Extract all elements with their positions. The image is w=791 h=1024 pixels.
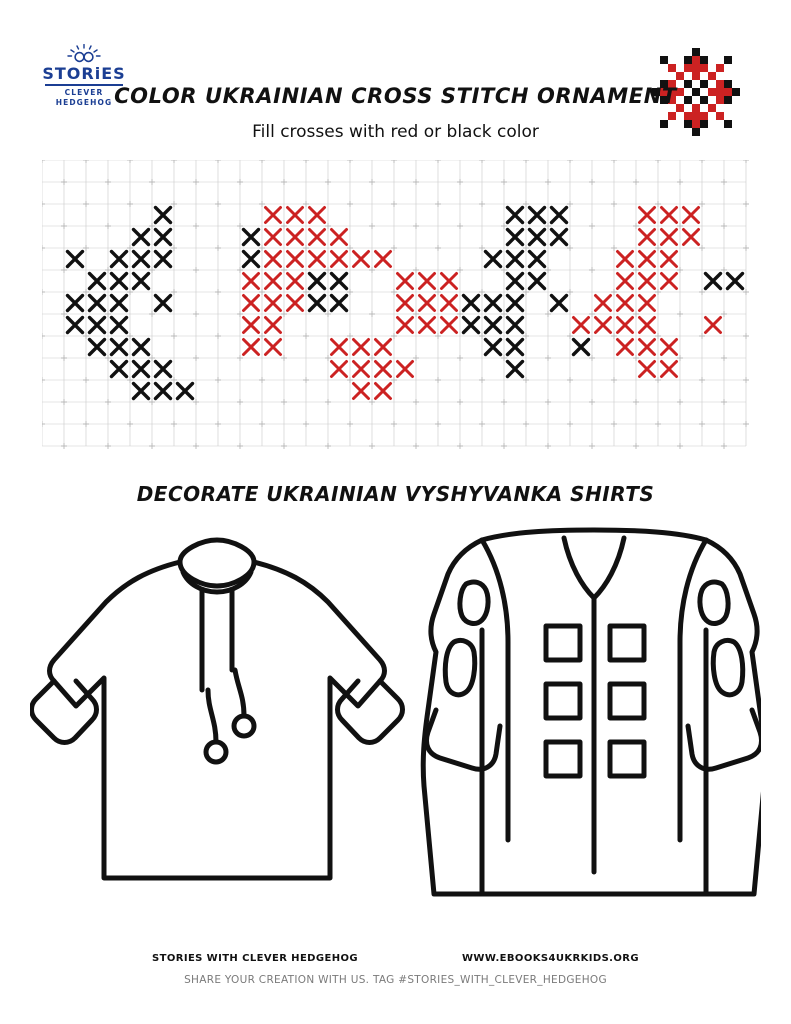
cross-stitch-cell bbox=[266, 340, 281, 355]
cross-stitch-cell bbox=[662, 230, 677, 245]
cross-stitch-cell bbox=[288, 252, 303, 267]
cross-stitch-cell bbox=[112, 274, 127, 289]
cross-stitch-cell bbox=[684, 208, 699, 223]
cross-stitch-cell bbox=[574, 318, 589, 333]
cross-stitch-cell bbox=[156, 252, 171, 267]
logo-brand-text: STORiES bbox=[42, 64, 126, 83]
shirts-illustrations bbox=[30, 510, 761, 930]
cross-stitch-cell bbox=[508, 296, 523, 311]
cross-stitch-cell bbox=[662, 208, 677, 223]
cross-stitch-cell bbox=[530, 208, 545, 223]
cross-stitch-cell bbox=[508, 208, 523, 223]
cross-stitch-cell bbox=[508, 340, 523, 355]
cross-stitch-cell bbox=[420, 274, 435, 289]
cross-stitch-cell bbox=[376, 252, 391, 267]
cross-stitch-cell bbox=[244, 296, 259, 311]
cross-stitch-cell bbox=[640, 208, 655, 223]
cross-stitch-cell bbox=[618, 252, 633, 267]
cross-stitch-cell bbox=[376, 362, 391, 377]
cross-stitch-cell bbox=[266, 318, 281, 333]
cross-stitch-cell bbox=[68, 296, 83, 311]
cross-stitch-cell bbox=[156, 384, 171, 399]
cross-stitch-cell bbox=[552, 230, 567, 245]
cross-stitch-cell bbox=[354, 384, 369, 399]
cross-stitch-cell bbox=[640, 252, 655, 267]
cross-stitch-cell bbox=[420, 296, 435, 311]
cross-stitch-cell bbox=[90, 318, 105, 333]
cross-stitch-cell bbox=[354, 362, 369, 377]
cross-stitch-cell bbox=[508, 318, 523, 333]
cross-stitch-cell bbox=[288, 274, 303, 289]
cross-stitch-cell bbox=[332, 362, 347, 377]
logo-line2: CLEVER bbox=[64, 88, 104, 97]
cross-stitch-cell bbox=[266, 296, 281, 311]
cross-stitch-cell bbox=[420, 318, 435, 333]
cross-stitch-cell bbox=[332, 296, 347, 311]
cross-stitch-cell bbox=[530, 230, 545, 245]
cross-stitch-cell bbox=[178, 384, 193, 399]
cross-stitch-cell bbox=[508, 252, 523, 267]
cross-stitch-cell bbox=[486, 296, 501, 311]
cross-stitch-cell bbox=[530, 252, 545, 267]
cross-stitch-cell bbox=[68, 318, 83, 333]
cross-stitch-cell bbox=[134, 384, 149, 399]
shirts-section-title: DECORATE UKRAINIAN VYSHYVANKA SHIRTS bbox=[136, 482, 655, 506]
cross-stitch-grid bbox=[42, 160, 750, 460]
cross-stitch-cell bbox=[156, 296, 171, 311]
cross-stitch-cell bbox=[90, 296, 105, 311]
sun-with-glasses-icon bbox=[63, 44, 105, 64]
cross-stitch-cell bbox=[398, 296, 413, 311]
cross-stitch-cell bbox=[134, 340, 149, 355]
cross-stitch-cell bbox=[508, 362, 523, 377]
page-subtitle: Fill crosses with red or black color bbox=[252, 122, 539, 142]
cross-stitch-cell bbox=[508, 274, 523, 289]
cross-stitch-cell bbox=[618, 318, 633, 333]
cross-stitch-cell bbox=[662, 274, 677, 289]
cross-stitch-cell bbox=[288, 230, 303, 245]
cross-stitch-cell bbox=[706, 318, 721, 333]
cross-stitch-cell bbox=[552, 296, 567, 311]
cross-stitch-cell bbox=[398, 362, 413, 377]
cross-stitch-cell bbox=[662, 252, 677, 267]
cross-stitch-cell bbox=[112, 340, 127, 355]
cross-stitch-cell bbox=[134, 230, 149, 245]
cross-stitch-cell bbox=[332, 340, 347, 355]
cross-stitch-cell bbox=[90, 274, 105, 289]
cross-stitch-cell bbox=[398, 274, 413, 289]
cross-stitch-cell bbox=[640, 362, 655, 377]
cross-stitch-cell bbox=[728, 274, 743, 289]
cross-stitch-cell bbox=[442, 274, 457, 289]
cross-stitch-cell bbox=[332, 274, 347, 289]
cross-stitch-cell bbox=[112, 296, 127, 311]
cross-stitch-cell bbox=[288, 208, 303, 223]
cross-stitch-cell bbox=[310, 230, 325, 245]
footer-tagline: SHARE YOUR CREATION WITH US. TAG #STORIES_WITH_CLEVER_HEDGEHOG bbox=[184, 974, 607, 986]
cross-stitch-cell bbox=[266, 230, 281, 245]
cross-stitch-cell bbox=[266, 252, 281, 267]
cross-stitch-cell bbox=[376, 340, 391, 355]
cross-stitch-cell bbox=[112, 318, 127, 333]
cross-stitch-cell bbox=[640, 274, 655, 289]
cross-stitch-cell bbox=[486, 340, 501, 355]
cross-stitch-cell bbox=[640, 296, 655, 311]
cross-stitch-cell bbox=[244, 230, 259, 245]
cross-stitch-cell bbox=[464, 296, 479, 311]
cross-stitch-cell bbox=[618, 296, 633, 311]
shirt-left-hooded bbox=[32, 540, 403, 878]
cross-stitch-cell bbox=[376, 384, 391, 399]
logo-line3: HEDGEHOG bbox=[55, 98, 113, 107]
cross-stitch-cell bbox=[618, 274, 633, 289]
cross-stitch-cell bbox=[464, 318, 479, 333]
cross-stitch-cell bbox=[662, 362, 677, 377]
cross-stitch-cell bbox=[134, 362, 149, 377]
footer bbox=[0, 953, 791, 986]
cross-stitch-cell bbox=[530, 274, 545, 289]
cross-stitch-cell bbox=[354, 252, 369, 267]
cross-stitch-cell bbox=[640, 318, 655, 333]
cross-stitch-cell bbox=[574, 340, 589, 355]
cross-stitch-cell bbox=[244, 318, 259, 333]
cross-stitch-cell bbox=[618, 340, 633, 355]
cross-stitch-cell bbox=[684, 230, 699, 245]
cross-stitch-cell bbox=[156, 230, 171, 245]
cross-stitch-cell bbox=[486, 252, 501, 267]
cross-stitch-cell bbox=[332, 252, 347, 267]
cross-stitch-cell bbox=[156, 208, 171, 223]
cross-stitch-cell bbox=[134, 252, 149, 267]
cross-stitch-cell bbox=[486, 318, 501, 333]
cross-stitch-cell bbox=[266, 274, 281, 289]
cross-stitch-cell bbox=[244, 252, 259, 267]
cross-stitch-cell bbox=[266, 208, 281, 223]
cross-stitch-cell bbox=[68, 252, 83, 267]
cross-stitch-cell bbox=[90, 340, 105, 355]
cross-stitch-cell bbox=[442, 318, 457, 333]
cross-stitch-cell bbox=[706, 274, 721, 289]
page-title: COLOR UKRAINIAN CROSS STITCH ORNAMENT bbox=[114, 84, 677, 108]
cross-stitch-cell bbox=[398, 318, 413, 333]
cross-stitch-cell bbox=[112, 362, 127, 377]
cross-stitch-cell bbox=[288, 296, 303, 311]
cross-stitch-cell bbox=[640, 230, 655, 245]
cross-stitch-cell bbox=[662, 340, 677, 355]
cross-stitch-cell bbox=[112, 252, 127, 267]
cross-stitch-cell bbox=[442, 296, 457, 311]
cross-stitch-cell bbox=[332, 230, 347, 245]
cross-stitch-cell bbox=[310, 274, 325, 289]
cross-stitch-cell bbox=[310, 296, 325, 311]
cross-stitch-cell bbox=[596, 296, 611, 311]
cross-stitch-cell bbox=[596, 318, 611, 333]
shirt-right-dress bbox=[423, 530, 761, 894]
cross-stitch-cell bbox=[508, 230, 523, 245]
cross-stitch-cell bbox=[156, 362, 171, 377]
cross-stitch-cell bbox=[310, 208, 325, 223]
cross-stitch-cell bbox=[310, 252, 325, 267]
cross-stitch-cell bbox=[134, 274, 149, 289]
cross-stitch-cell bbox=[552, 208, 567, 223]
cross-stitch-cell bbox=[244, 274, 259, 289]
footer-brand: STORIES WITH CLEVER HEDGEHOG bbox=[152, 953, 358, 964]
footer-website[interactable]: WWW.EBOOKS4UKRKIDS.ORG bbox=[462, 953, 639, 964]
cross-stitch-cell bbox=[640, 340, 655, 355]
cross-stitch-cell bbox=[244, 340, 259, 355]
cross-stitch-cell bbox=[354, 340, 369, 355]
